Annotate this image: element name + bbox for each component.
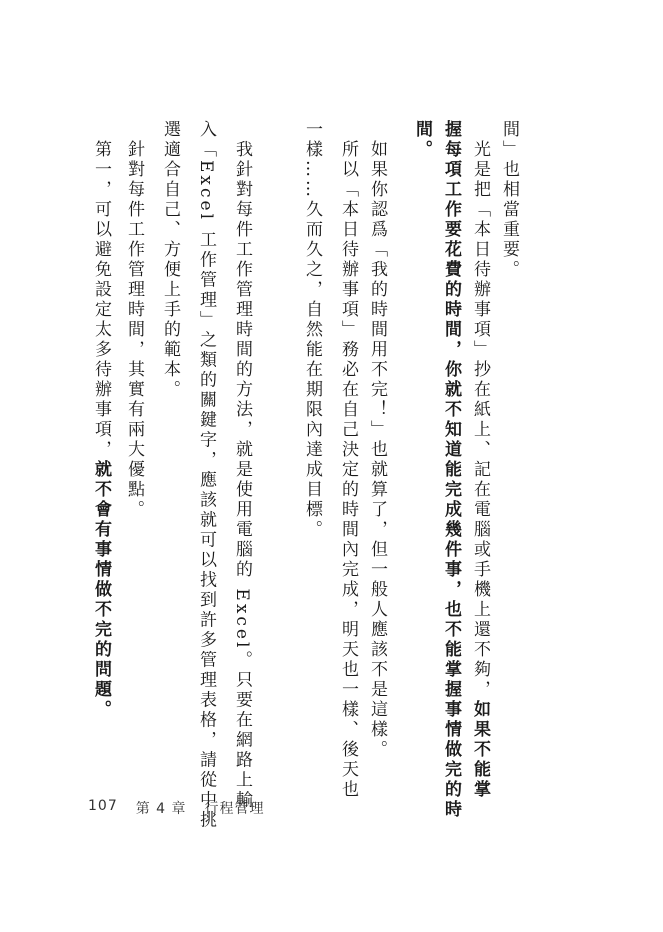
text-line-1: 間」也相當重要。 (499, 120, 519, 280)
text-line-12 (92, 140, 109, 720)
text-line-6: 所以「本日待辦事項」務必在自己決定的時間內完成，明天也一樣、後天也 (338, 140, 358, 800)
text-line-3: 握每項工作要花費的時間，你就不知道能完成幾件事，也不能掌握事情做完的時 (441, 120, 461, 820)
text-line-5: 如果你認爲「我的時間用不完！」也就算了，但一般人應該不是這樣。 (367, 140, 387, 760)
text-line-9: 入「Excel 工作管理」之類的關鍵字，應該就可以找到許多管理表格，請從中挑 (196, 120, 216, 831)
chapter-label: 第 4 章 (135, 801, 187, 817)
text-line-10: 選適合自己、方便上手的範本。 (160, 120, 180, 400)
page-footer (88, 798, 265, 818)
chapter-title: 行程管理 (204, 801, 265, 817)
text-line-12-regular: 第一，可以避免設定太多待辦事項， (91, 140, 111, 460)
text-line-2-bold: 如果不能掌 (470, 700, 490, 800)
text-line-8: 我針對每件工作管理時間的方法，就是使用電腦的 Excel。只要在網路上輸 (232, 140, 252, 811)
text-line-12-bold: 就不會有事情做不完的問題。 (91, 460, 111, 720)
page-number: 107 (88, 798, 118, 814)
text-line-11: 針對每件工作管理時間，其實有兩大優點。 (124, 140, 144, 520)
text-line-2 (471, 140, 488, 800)
text-line-2-regular: 光是把「本日待辦事項」抄在紙上、記在電腦或手機上還不夠， (470, 140, 490, 700)
text-line-7: 一樣……久而久之，自然能在期限內達成目標。 (302, 120, 322, 540)
text-line-4: 間。 (412, 120, 432, 160)
